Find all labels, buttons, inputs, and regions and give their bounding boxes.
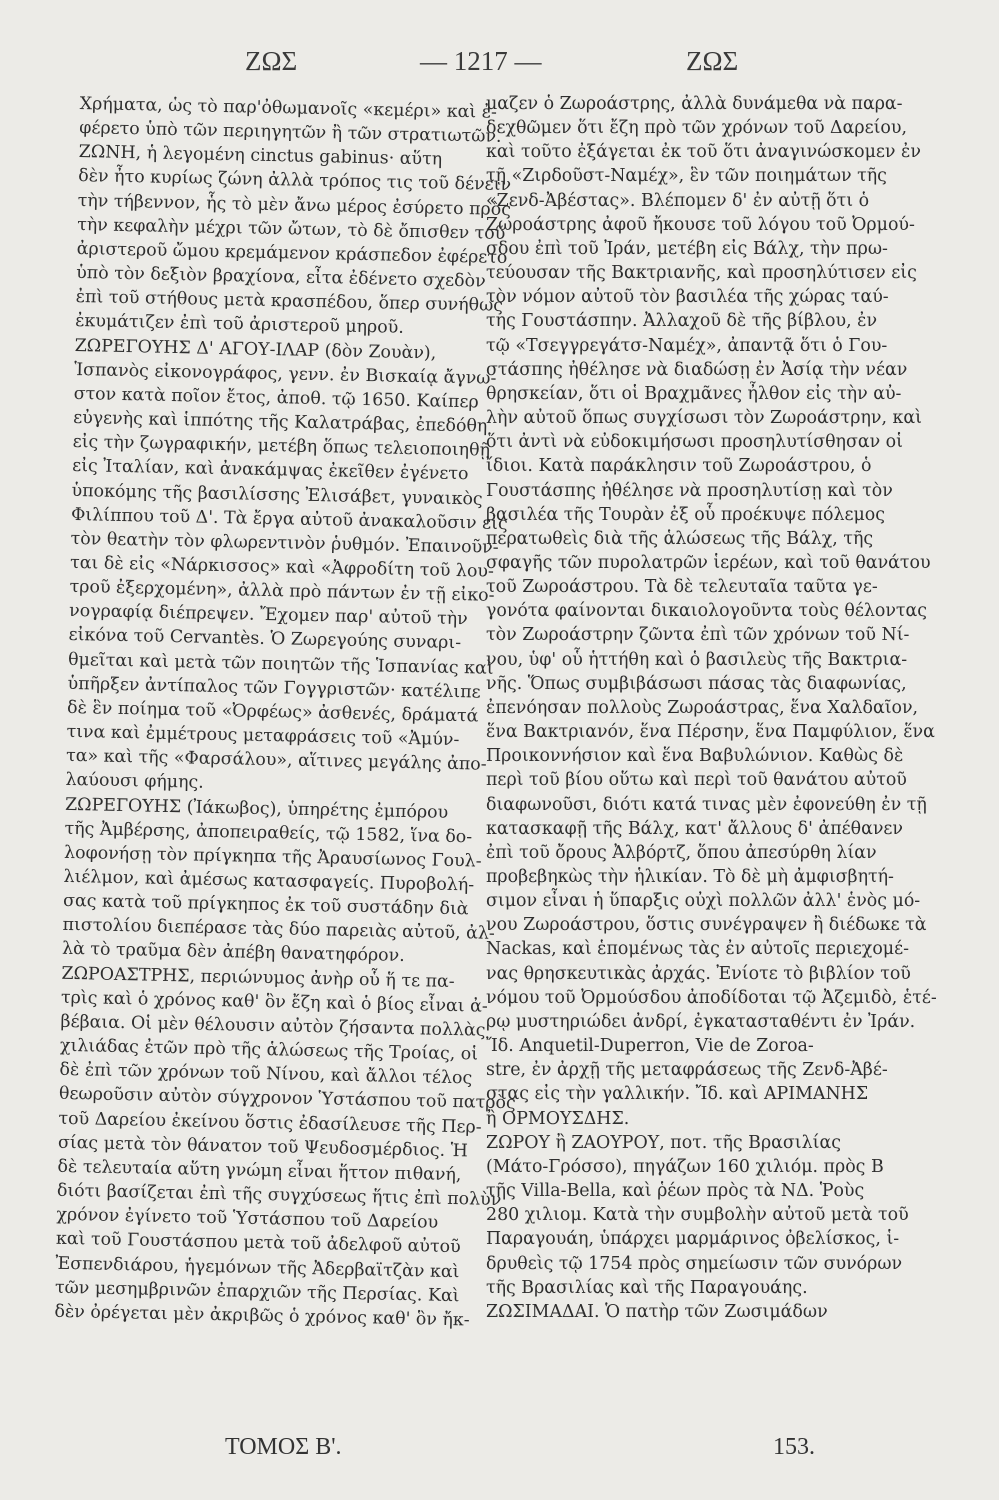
text-line: στάσπης ἠθέλησε νὰ διαδώσῃ ἐν Ἀσίᾳ τὴν νέαν [486,359,908,380]
text-line: ΖΩΝΗ, ἡ λεγομένη cinctus gabinus· αὕτη [78,142,443,170]
text-line: ἐκυμάτιζεν ἐπὶ τοῦ ἀριστεροῦ μηροῦ. [74,311,405,339]
text-line: Ἴδ. Anquetil-Duperron, Vie de Zoroa- [486,1036,814,1057]
text-line: Ἐσπενδιάρου, ἡγεμόνων τῆς Ἀδερβαϊτζὰν καὶ [55,1253,460,1282]
text-line: δὲν ὀρέγεται μὲν ἀκριβῶς ὁ χρόνος καθ' ὃν ἤκ- [54,1301,470,1331]
text-line: ρῳ μυστηριώδει ἀνδρί, ἐγκατασταθέντι ἐν Ἰράν. [486,1011,916,1032]
text-line: στον κατὰ ποῖον ἔτος, ἀποθ. τῷ 1650. Καίπερ [73,383,479,413]
text-line: της Γουστάσπην. Ἀλλαχοῦ δὲ τῆς βίβλου, ἐν [486,311,878,332]
text-line: λιέλμον, καὶ ἀμέσως κατασφαγείς. Πυροβολή- [63,866,475,896]
text-line: ἴδιοι. Κατὰ παράκλησιν τοῦ Ζωροάστρου, ὁ [486,456,872,477]
text-line: stre, ἐν ἀρχῇ τῆς μεταφράσεως τῆς Ζενδ-Ἀβέ- [486,1060,888,1081]
page-footer [0,1434,999,1474]
text-line: τῆς Villa-Bella, καὶ ῥέων πρὸς τὰ ΝΔ. Ῥοὺς [486,1181,865,1202]
page-number-header: — 1217 — [420,46,542,76]
text-line: ΖΩΡΕΓΟΥΗΣ Δ' ΑΓΟΥ-ΙΛΑΡ (δὸν Ζουὰν), [74,335,437,364]
text-line: ΖΩΡΟΥ ἢ ΖΑΟΥΡΟΥ, ποτ. τῆς Βρασιλίας [486,1132,841,1153]
header-right: ΖΩΣ [686,46,739,76]
text-line: νόμου τοῦ Ὀρμούσδου ἀποδίδοται τῷ Ἀζεμιδὸ, ἑτέ- [486,987,937,1008]
text-line: βέβαια. Οἱ μὲν θέλουσιν αὐτὸν ζήσαντα πολλὰς [60,1011,486,1041]
running-head [0,46,999,86]
text-line: ὅτι ἀντὶ νὰ εὐδοκιμήσωσι προσηλυτίσθησαν οἱ [486,432,903,453]
text-line: δεχθῶμεν ὅτι ἔζη πρὸ τῶν χρόνων τοῦ Δαρείου, [486,118,907,139]
text-line: τῆς Ἀμβέρσης, ἀποπειραθείς, τῷ 1582, ἵνα δο- [64,818,473,848]
text-line: ΖΩΣΙΜΑΔΑΙ. Ὁ πατὴρ τῶν Ζωσιμάδων [486,1301,828,1322]
text-line: θρησκείαν, ὅτι οἱ Βραχμᾶνες ἦλθον εἰς τὴν αὐ- [486,383,902,404]
text-line: χρόνον ἐγίνετο τοῦ Ὑστάσπου τοῦ Δαρείου [56,1204,439,1233]
text-line: λὰ τὸ τραῦμα δὲν ἀπέβη θανατηφόρον. [61,939,405,967]
left-column [52,92,516,1445]
text-line: κατασκαφῇ τῆς Βάλχ, κατ' ἄλλους δ' ἀπέθανεν [486,818,904,839]
text-line: βασιλέα τῆς Τουρὰν ἐξ οὗ προέκυψε πόλεμος [486,504,886,525]
text-line: εὐγενὴς καὶ ἱππότης τῆς Καλατράβας, ἐπεδόθη [72,407,488,437]
text-line: τρὶς καὶ ὁ χρόνος καθ' ὃν ἔζη καὶ ὁ βίος εἶναι ἀ- [60,987,488,1017]
text-line: τῶν μεσημβρινῶν ἐπαρχιῶν τῆς Περσίας. Καὶ [54,1277,460,1306]
text-line: ἕνα Βακτριανόν, ἕνα Πέρσην, ἕνα Παμφύλιον, ἕνα [486,722,935,743]
text-line: ΖΩΡΕΓΟΥΗΣ (Ἰάκωβος), ὑπηρέτης ἐμπόρου [64,794,449,823]
text-line: τὸν νόμον αὐτοῦ τὸν βασιλέα τῆς χώρας ταύ- [486,287,889,308]
text-line: καὶ τοῦ Γουστάσπου μετὰ τοῦ ἀδελφοῦ αὐτοῦ [55,1229,461,1258]
text-line: τὴν κεφαλὴν μέχρι τῶν ὤτων, τὸ δὲ ὄπισθεν τοῦ [77,214,506,244]
text-line: τῇ «Ζιρδοῦστ-Ναμέχ», ἓν τῶν ποιημάτων τῆς [486,166,887,187]
text-line: δὲ τελευταία αὕτη γνώμη εἶναι ἥττον πιθανή, [57,1156,462,1186]
text-line: ται δὲ εἰς «Νάρκισσος» καὶ «Ἀφροδίτη τοῦ λου- [69,552,495,582]
text-line: σδου ἐπὶ τοῦ Ἰράν, μετέβη εἰς Βάλχ, τὴν πρω- [486,238,888,259]
signature-mark: 153. [773,1434,815,1460]
text-line: τὸν θεατὴν τὸν φλωρεντινὸν ῥυθμόν. Ἐπαινοῦν- [70,528,499,558]
text-line: τα» καὶ τῆς «Φαρσάλου», αἵτινες μεγάλης ἀπο- [65,746,487,775]
text-line: διαφωνοῦσι, διότι κατά τινας μὲν ἐφονεύθη ἐν τῇ [486,794,927,815]
text-line: εἰκόνα τοῦ Cervantès. Ὁ Ζωρεγούης συναρι- [68,625,462,654]
text-line: τὴν τήβεννον, ἧς τὸ μὲν ἄνω μέρος ἐσύρετο πρὸς [77,190,512,220]
text-line: δρυθεὶς τῷ 1754 πρὸς σημείωσιν τῶν συνόρων [486,1253,903,1274]
header-left: ΖΩΣ [245,46,298,76]
text-line: σας κατὰ τοῦ πρίγκηπος ἐκ τοῦ συστάδην διὰ [62,890,469,920]
text-line: τὸν Ζωροάστρην ζῶντα ἐπὶ τῶν χρόνων τοῦ Νί- [486,625,910,646]
text-line: σφαγῆς τῶν πυρολατρῶν ἱερέων, καὶ τοῦ θανάτου [486,552,931,573]
text-line: εἰς Ἰταλίαν, καὶ ἀνακάμψας ἐκεῖθεν ἐγένετο [71,456,469,485]
text-line: νογραφίᾳ διέπρεψεν. Ἔχομεν παρ' αὐτοῦ τὴν [68,601,468,630]
text-line: νας θρησκευτικὰς ἀρχάς. Ἐνίοτε τὸ βιβλίον τοῦ [486,963,911,984]
text-line: σιμον εἶναι ἡ ὕπαρξις οὐχὶ πολλῶν ἀλλ' ἑνὸς μό- [486,891,921,912]
text-line: τοῦ Ζωροάστρου. Τὰ δὲ τελευταῖα ταῦτα γε- [486,577,878,598]
text-line: Φιλίππου τοῦ Δ'. Τὰ ἔργα αὐτοῦ ἀνακαλοῦσιν εἰς [70,504,508,534]
text-line: χιλιάδας ἐτῶν πρὸ τῆς ἁλώσεως τῆς Τροίας, οἱ [59,1035,479,1065]
text-line: περατωθεὶς διὰ τῆς ἁλώσεως τῆς Βάλχ, τῆς [486,528,874,549]
text-line: ἐπὶ τοῦ ὄρους Ἀλβόρτζ, ὅπου ἀπεσύρθη λίαν [486,842,877,863]
text-line: τῷ «Τσεγγρεγάτσ-Ναμέχ», ἀπαντᾷ ὅτι ὁ Γου- [486,335,888,356]
text-line: Ἱσπανὸς εἰκονογράφος, γενν. ἐν Βισκαίᾳ ἄγνω- [73,359,497,389]
text-line: δὲν ἦτο κυρίως ζώνη ἀλλὰ τρόπος τις τοῦ δένειν [78,166,512,196]
text-line: ἀριστεροῦ ὤμου κρεμάμενον κράσπεδον ἐφέρετο [76,238,508,268]
volume-label: ΤΟΜΟΣ Β'. [225,1434,342,1460]
text-line: 280 χιλιομ. Κατὰ τὴν συμβολὴν αὐτοῦ μετὰ τοῦ [486,1205,909,1226]
text-line: φέρετο ὑπὸ τῶν περιηγητῶν ἢ τῶν στρατιωτῶν. [79,118,502,147]
text-line: πιστολίου διεπέρασε τὰς δύο παρειὰς αὐτοῦ, ἀλ- [62,915,495,945]
text-line: τροῦ ἐξερχομένη», ἀλλὰ πρὸ πάντων ἐν τῇ εἰκο- [69,577,495,606]
text-line: ὑποκόμης τῆς βασιλίσσης Ἐλισάβετ, γυναικὸς [71,480,483,510]
text-line: διότι βασίζεται ἐπὶ τῆς συγχύσεως ἥτις ἐπὶ πολὺν [56,1180,502,1211]
text-line: νῆς. Ὅπως συμβιβάσωσι πάσας τὰς διαφωνίας, [486,673,907,694]
text-line: Γουστάσπης ἠθέλησε νὰ προσηλυτίσῃ καὶ τὸν [486,480,893,501]
text-line: νου Ζωροάστρου, ὅστις συνέγραψεν ἢ διέδωκε τὰ [486,915,927,936]
text-line: Προικοννήσιον καὶ ἕνα Βαβυλώνιον. Καθὼς δὲ [486,746,904,767]
text-line: (Μάτο-Γρόσσο), πηγάζων 160 χιλιόμ. πρὸς Β [486,1156,884,1177]
text-line: μαζεν ὁ Ζωροάστρης, ἀλλὰ δυνάμεθα νὰ παρα- [486,94,903,114]
text-line: καὶ τοῦτο ἐξάγεται ἐκ τοῦ ὅτι ἀναγινώσκομεν ἐν [486,142,921,163]
text-line: «Ζενδ-Ἀβέστας». Βλέπομεν δ' ἐν αὐτῇ ὅτι ὁ [486,190,870,211]
text-line: προβεβηκὼς τὴν ἡλικίαν. Τὸ δὲ μὴ ἀμφισβητή- [486,867,894,887]
text-line: δὲ ἐπὶ τῶν χρόνων τοῦ Νίνου, καὶ ἄλλοι τέλος [59,1060,473,1089]
text-line: Χρήματα, ὡς τὸ παρ'ὀθωμανοῖς «κεμέρι» καὶ ἐ- [79,93,498,123]
text-line: ΖΩΡΟΑΣΤΡΗΣ, περιώνυμος ἀνὴρ οὗ ἥ τε πα- [61,963,455,992]
text-line: θμεῖται καὶ μετὰ τῶν ποιητῶν τῆς Ἱσπανίας καὶ [67,649,494,679]
text-line: Ζωροάστρης ἀφοῦ ἤκουσε τοῦ λόγου τοῦ Ὀρμού- [486,214,915,235]
text-line: ὑπῆρξεν ἀντίπαλος τῶν Γογγριστῶν· κατέλιπε [67,673,481,703]
right-column [486,92,937,1437]
text-line: εἰς τὴν ζωγραφικήν, μετέβη ὅπως τελειοποιηθῇ [72,432,491,461]
text-line: σίας μετὰ τὸν θάνατον τοῦ Ψευδοσμέρδιος. Ἡ [57,1132,469,1162]
text-line: νου, ὑφ' οὗ ἡττήθη καὶ ὁ βασιλεὺς τῆς Βακτρια- [486,649,908,670]
text-line: θεωροῦσιν αὐτὸν σύγχρονον Ὑστάσπου τοῦ πατρὸς [58,1084,516,1114]
text-line: τεύουσαν τῆς Βακτριανῆς, καὶ προσηλύτισεν εἰς [486,263,917,284]
text-line: τοῦ Δαρείου ἐκείνου ὅστις ἐδασίλευσε τῆς Περ- [58,1108,482,1138]
text-line: λὴν αὐτοῦ ὅπως συγχίσωσι τὸν Ζωροάστρην, καὶ [486,408,922,429]
text-line: ἢ ΟΡΜΟΥΣΔΗΣ. [486,1108,630,1129]
text-line: ἐπενόησαν πολλοὺς Ζωροάστρας, ἕνα Χαλδαῖον, [486,697,919,718]
text-line: περὶ τοῦ βίου οὕτω καὶ περὶ τοῦ θανάτου αὐτοῦ [486,770,907,791]
text-line: Παραγουάη, ὑπάρχει μαρμάρινος ὀβελίσκος, ἱ- [486,1229,900,1250]
text-line: στας εἰς τὴν γαλλικήν. Ἴδ. καὶ ΑΡΙΜΑΝΗΣ [486,1084,869,1105]
text-line: γονότα φαίνονται δικαιολογοῦντα τοὺς θέλοντας [486,601,928,622]
text-line: Nackas, καὶ ἑπομένως τὰς ἐν αὐτοῖς περιεχομέ- [486,939,909,960]
text-line: δὲ ἓν ποίημα τοῦ «Ὀρφέως» ἀσθενές, δράματά [66,697,479,727]
text-line: λαύουσι φήμης. [65,770,204,794]
text-line: ὑπὸ τὸν δεξιὸν βραχίονα, εἶτα ἐδένετο σχεδὸν [75,263,486,292]
text-line: τῆς Βρασιλίας καὶ τῆς Παραγουάης. [486,1277,808,1298]
text-line: τινα καὶ ἐμμέτρους μεταφράσεις τοῦ «Ἀμύν- [66,721,460,751]
text-line: ἐπὶ τοῦ στήθους μετὰ κρασπέδου, ὅπερ συνήθως [75,287,504,317]
text-line: λοφονήσῃ τὸν πρίγκηπα τῆς Ἀραυσίωνος Γουλ- [63,842,482,872]
